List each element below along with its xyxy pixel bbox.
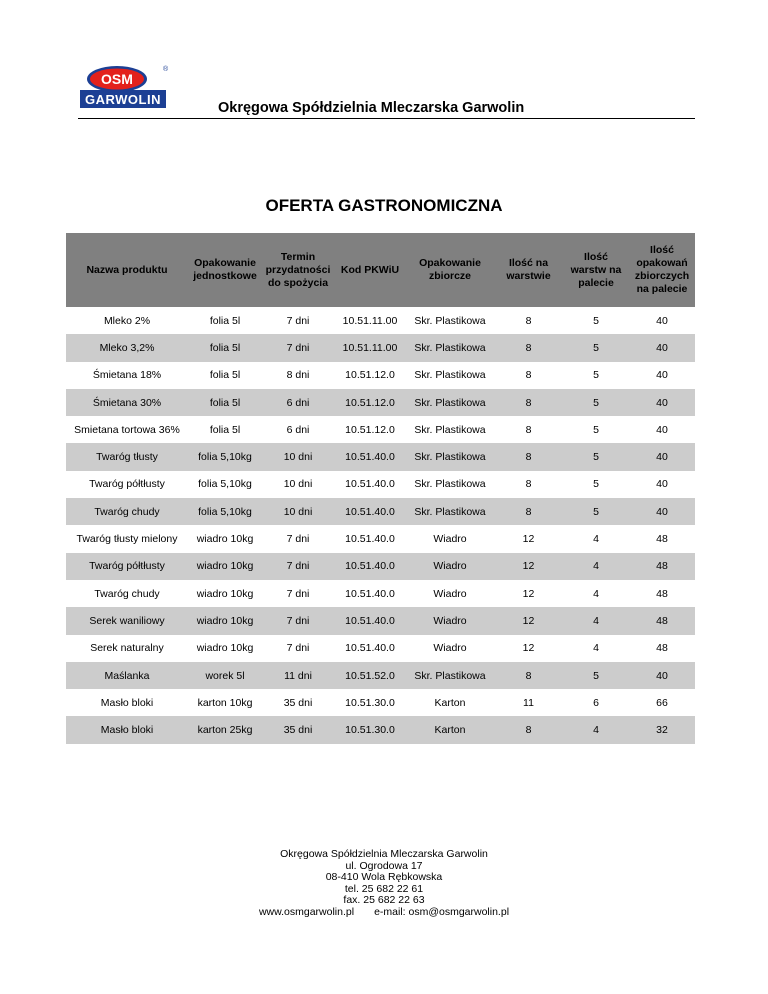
table-cell: 40: [629, 662, 695, 689]
table-cell: wiadro 10kg: [196, 533, 254, 546]
table-cell: Skr. Plastikowa: [406, 498, 494, 525]
footer-fax: fax. 25 682 22 63: [343, 894, 425, 906]
table-cell: Karton: [434, 696, 466, 709]
logo-garwolin-text: GARWOLIN: [85, 92, 161, 107]
table-cell: Skr. Plastikowa: [414, 314, 486, 327]
table-row: [66, 662, 695, 689]
table-cell: Śmietana 18%: [92, 369, 162, 382]
table-cell: karton 10kg: [197, 696, 253, 709]
table-cell: 4: [593, 533, 599, 546]
table-cell: 8: [525, 314, 532, 327]
table-cell: Skr. Plastikowa: [406, 334, 494, 361]
table-cell: Twaróg tłusty mielony: [76, 533, 178, 546]
table-cell: 6 dni: [262, 389, 334, 416]
table-cell: 10.51.40.0: [345, 533, 395, 546]
table-cell: Skr. Plastikowa: [406, 389, 494, 416]
table-cell: 4: [563, 553, 629, 580]
table-cell: 7 dni: [286, 314, 310, 327]
table-cell: 7 dni: [262, 607, 334, 634]
table-cell: Skr. Plastikowa: [414, 369, 486, 382]
table-cell: Karton: [406, 716, 494, 743]
table-cell: 10 dni: [262, 498, 334, 525]
table-row: [66, 389, 695, 416]
table-cell: 40: [656, 478, 668, 491]
table-cell: 8: [494, 334, 563, 361]
table-cell: 40: [629, 334, 695, 361]
table-cell: wiadro 10kg: [188, 553, 262, 580]
table-cell: karton 25kg: [188, 716, 262, 743]
table-cell: Twaróg chudy: [94, 587, 160, 600]
table-cell: Śmietana 30%: [66, 389, 188, 416]
table-cell: 5: [593, 423, 599, 436]
table-row: [66, 307, 695, 334]
table-cell: 4: [563, 607, 629, 634]
footer-phone: tel. 25 682 22 61: [344, 882, 424, 895]
table-cell: Wiadro: [433, 642, 467, 655]
table-cell: 4: [563, 716, 629, 743]
table-cell: Wiadro: [406, 607, 494, 634]
table-cell: Twaróg tłusty: [66, 443, 188, 470]
column-header: Ilość warstw na palecie: [563, 233, 629, 307]
table-row: [66, 416, 695, 443]
table-cell: Mleko 2%: [103, 314, 151, 327]
table-cell: 10 dni: [262, 443, 334, 470]
table-row: [66, 443, 695, 470]
table-cell: 5: [593, 478, 599, 491]
table-cell: 12: [522, 533, 535, 546]
table-row: [66, 498, 695, 525]
table-cell: Wiadro: [406, 553, 494, 580]
table-cell: 5: [563, 389, 629, 416]
header-title: Okręgowa Spółdzielnia Mleczarska Garwolin: [218, 100, 525, 116]
table-cell: 35 dni: [283, 696, 313, 709]
table-cell: 4: [593, 642, 599, 655]
table-cell: 10.51.30.0: [334, 716, 406, 743]
table-cell: 10.51.12.0: [345, 423, 395, 436]
table-cell: 10.51.30.0: [345, 696, 395, 709]
table-cell: folia 5l: [209, 369, 241, 382]
table-cell: Masło bloki: [66, 716, 188, 743]
table-cell: 32: [629, 716, 695, 743]
table-cell: Skr. Plastikowa: [414, 423, 486, 436]
column-header: Ilość opakowań zbiorczych na palecie: [629, 233, 695, 307]
registered-mark: ®: [163, 66, 169, 73]
table-cell: 10.51.12.0: [345, 369, 395, 382]
column-header: Nazwa produktu: [66, 233, 188, 307]
table-cell: 8: [525, 423, 532, 436]
table-cell: 7 dni: [286, 587, 310, 600]
table-cell: 40: [656, 314, 668, 327]
table-cell: 8: [525, 478, 532, 491]
table-row: [66, 635, 695, 662]
table-cell: 7 dni: [286, 642, 310, 655]
table-cell: 4: [593, 587, 599, 600]
table-row: [66, 689, 695, 716]
table-cell: 12: [494, 607, 563, 634]
column-header: Opakowanie jednostkowe: [188, 233, 262, 307]
column-header: Ilość na warstwie: [494, 233, 563, 307]
table-cell: 10.51.11.00: [334, 334, 406, 361]
column-header: Opakowanie zbiorcze: [406, 233, 494, 307]
table-cell: worek 5l: [188, 662, 262, 689]
table-cell: 48: [629, 607, 695, 634]
offer-table: [66, 233, 695, 744]
table-row: [66, 471, 695, 498]
table-cell: 10.51.52.0: [334, 662, 406, 689]
table-row: [66, 362, 695, 389]
table-cell: 10.51.40.0: [334, 553, 406, 580]
footer-email-link[interactable]: e-mail: osm@osmgarwolin.pl: [374, 905, 510, 918]
footer-city: 08-410 Wola Rębkowska: [325, 871, 443, 883]
table-cell: Serek naturalny: [90, 642, 164, 655]
table-cell: 35 dni: [262, 716, 334, 743]
table-cell: 40: [629, 443, 695, 470]
table-cell: 40: [656, 423, 668, 436]
table-cell: 6: [593, 696, 599, 709]
table-cell: 48: [629, 553, 695, 580]
table-cell: 10.51.40.0: [345, 642, 395, 655]
table-cell: Skr. Plastikowa: [406, 662, 494, 689]
table-cell: folia 5l: [188, 389, 262, 416]
logo-osm-text: OSM: [101, 71, 133, 87]
table-cell: 8: [494, 662, 563, 689]
table-cell: 10.51.40.0: [334, 607, 406, 634]
table-cell: 8: [494, 443, 563, 470]
table-cell: 8: [525, 369, 532, 382]
table-cell: 7 dni: [262, 334, 334, 361]
footer-street: ul. Ogrodowa 17: [345, 859, 423, 872]
table-row: [66, 716, 695, 743]
table-cell: 11: [523, 696, 534, 709]
table-row: [66, 334, 695, 361]
table-cell: 5: [593, 314, 599, 327]
table-cell: Twaróg półtłusty: [66, 553, 188, 580]
table-row: [66, 553, 695, 580]
table-cell: 10.51.12.0: [334, 389, 406, 416]
table-cell: 48: [656, 587, 668, 600]
table-cell: Twaróg chudy: [66, 498, 188, 525]
table-cell: 40: [656, 369, 668, 382]
table-row: [66, 525, 695, 552]
table-cell: 48: [656, 642, 668, 655]
table-cell: Wiadro: [433, 587, 467, 600]
table-cell: folia 5,10kg: [198, 478, 252, 491]
table-cell: 12: [522, 587, 535, 600]
table-cell: 7 dni: [262, 553, 334, 580]
table-row: [66, 607, 695, 634]
table-cell: 66: [656, 696, 668, 709]
table-cell: 12: [494, 553, 563, 580]
table-cell: 12: [522, 642, 535, 655]
footer-website-link[interactable]: www.osmgarwolin.pl: [258, 905, 355, 918]
table-cell: 7 dni: [286, 533, 310, 546]
table-cell: 5: [593, 369, 599, 382]
table-cell: 10.51.40.0: [334, 443, 406, 470]
table-cell: 11 dni: [262, 662, 334, 689]
table-cell: 10.51.40.0: [345, 587, 395, 600]
table-cell: Wiadro: [433, 533, 467, 546]
table-cell: Twaróg półtłusty: [89, 478, 165, 491]
table-cell: 5: [563, 498, 629, 525]
table-cell: wiadro 10kg: [196, 587, 254, 600]
column-header: Termin przydatności do spożycia: [262, 233, 334, 307]
table-cell: 48: [656, 533, 668, 546]
table-row: [66, 580, 695, 607]
table-cell: 10.51.40.0: [334, 498, 406, 525]
table-cell: 10 dni: [283, 478, 313, 491]
page-title: OFERTA GASTRONOMICZNA: [265, 196, 503, 215]
header-divider: [78, 118, 695, 119]
table-cell: 40: [629, 498, 695, 525]
footer-company: Okręgowa Spółdzielnia Mleczarska Garwolin: [280, 848, 488, 860]
table-cell: 5: [563, 443, 629, 470]
table-cell: Mleko 3,2%: [66, 334, 188, 361]
table-cell: Skr. Plastikowa: [414, 478, 486, 491]
table-cell: wiadro 10kg: [196, 642, 254, 655]
table-cell: 5: [563, 662, 629, 689]
table-cell: folia 5,10kg: [188, 443, 262, 470]
table-cell: Masło bloki: [100, 696, 154, 709]
table-cell: folia 5l: [188, 334, 262, 361]
table-cell: 40: [629, 389, 695, 416]
column-header: Kod PKWiU: [334, 233, 406, 307]
table-cell: Smietana tortowa 36%: [74, 423, 180, 436]
table-cell: 10.51.11.00: [342, 314, 398, 327]
osm-garwolin-logo: [79, 64, 171, 111]
footer-contact: [0, 849, 768, 918]
table-cell: wiadro 10kg: [188, 607, 262, 634]
table-header-row: [66, 233, 695, 307]
table-cell: Serek waniliowy: [66, 607, 188, 634]
table-cell: 8: [494, 389, 563, 416]
table-cell: 8 dni: [286, 369, 310, 382]
table-cell: folia 5l: [209, 423, 241, 436]
table-cell: 6 dni: [286, 423, 310, 436]
table-cell: 8: [494, 716, 563, 743]
table-cell: Maślanka: [66, 662, 188, 689]
table-cell: folia 5l: [209, 314, 241, 327]
table-cell: 8: [494, 498, 563, 525]
table-cell: 10.51.40.0: [345, 478, 395, 491]
table-cell: 5: [563, 334, 629, 361]
table-cell: folia 5,10kg: [188, 498, 262, 525]
table-cell: Skr. Plastikowa: [406, 443, 494, 470]
